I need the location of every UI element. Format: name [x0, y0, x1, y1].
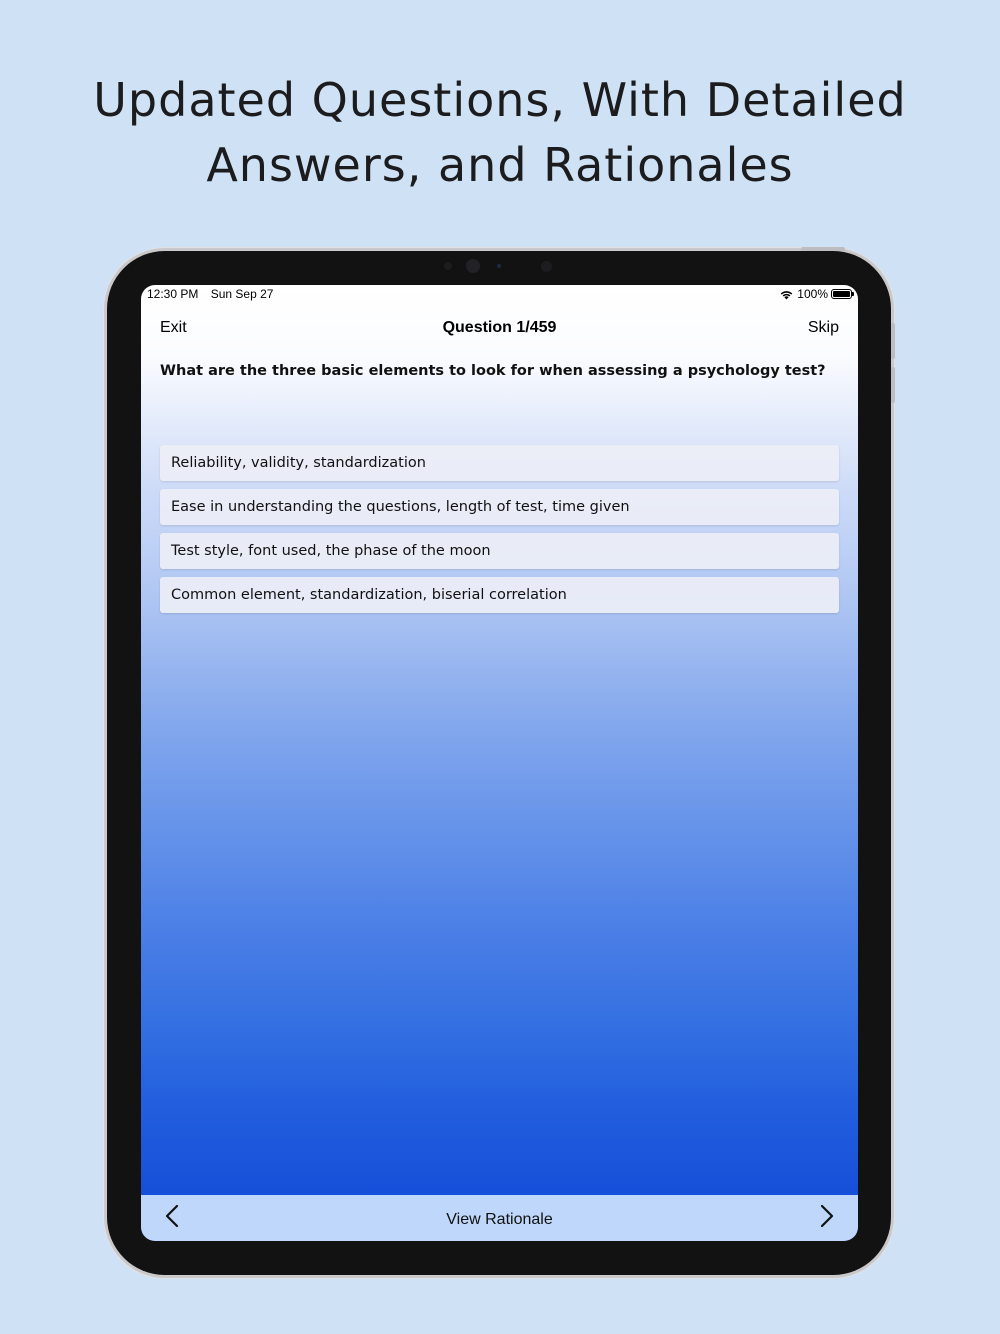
- bottom-toolbar: [141, 1195, 858, 1241]
- view-rationale-label[interactable]: View Rationale: [446, 1211, 553, 1228]
- question-text: What are the three basic elements to look for when assessing a psychology test?: [160, 363, 826, 379]
- app-screen: [141, 285, 858, 1241]
- answer-option[interactable]: Reliability, validity, standardization: [160, 445, 839, 481]
- sensor-dot: [444, 262, 452, 270]
- view-rationale-button: [141, 1211, 858, 1229]
- status-left: [147, 287, 273, 301]
- sensor-dot: [541, 261, 552, 272]
- sensor-dot: [497, 264, 501, 268]
- answer-option[interactable]: Test style, font used, the phase of the moon: [160, 533, 839, 569]
- battery-percent: 100%: [797, 287, 828, 301]
- volume-down-button: [891, 367, 895, 403]
- answer-list: [160, 445, 839, 621]
- status-time: 12:30 PM: [147, 287, 199, 301]
- headline-line-2: Answers, and Rationales: [206, 138, 794, 192]
- volume-up-button: [891, 323, 895, 359]
- promo-headline: [0, 68, 1000, 198]
- chevron-right-icon[interactable]: [814, 1204, 838, 1228]
- nav-bar: [141, 313, 858, 343]
- exit-button[interactable]: Exit: [160, 319, 187, 336]
- front-camera: [466, 259, 480, 273]
- top-button: [801, 247, 845, 251]
- status-date: Sun Sep 27: [210, 287, 274, 301]
- answer-option[interactable]: Common element, standardization, biserial correlation: [160, 577, 839, 613]
- skip-button[interactable]: Skip: [807, 319, 839, 336]
- status-right: [779, 287, 852, 301]
- question-counter: Question 1/459: [442, 319, 557, 336]
- wifi-icon: [779, 289, 794, 300]
- headline-line-1: Updated Questions, With Detailed: [93, 73, 907, 127]
- battery-icon: [831, 289, 852, 299]
- status-bar: [141, 285, 858, 305]
- answer-option[interactable]: Ease in understanding the questions, length of test, time given: [160, 489, 839, 525]
